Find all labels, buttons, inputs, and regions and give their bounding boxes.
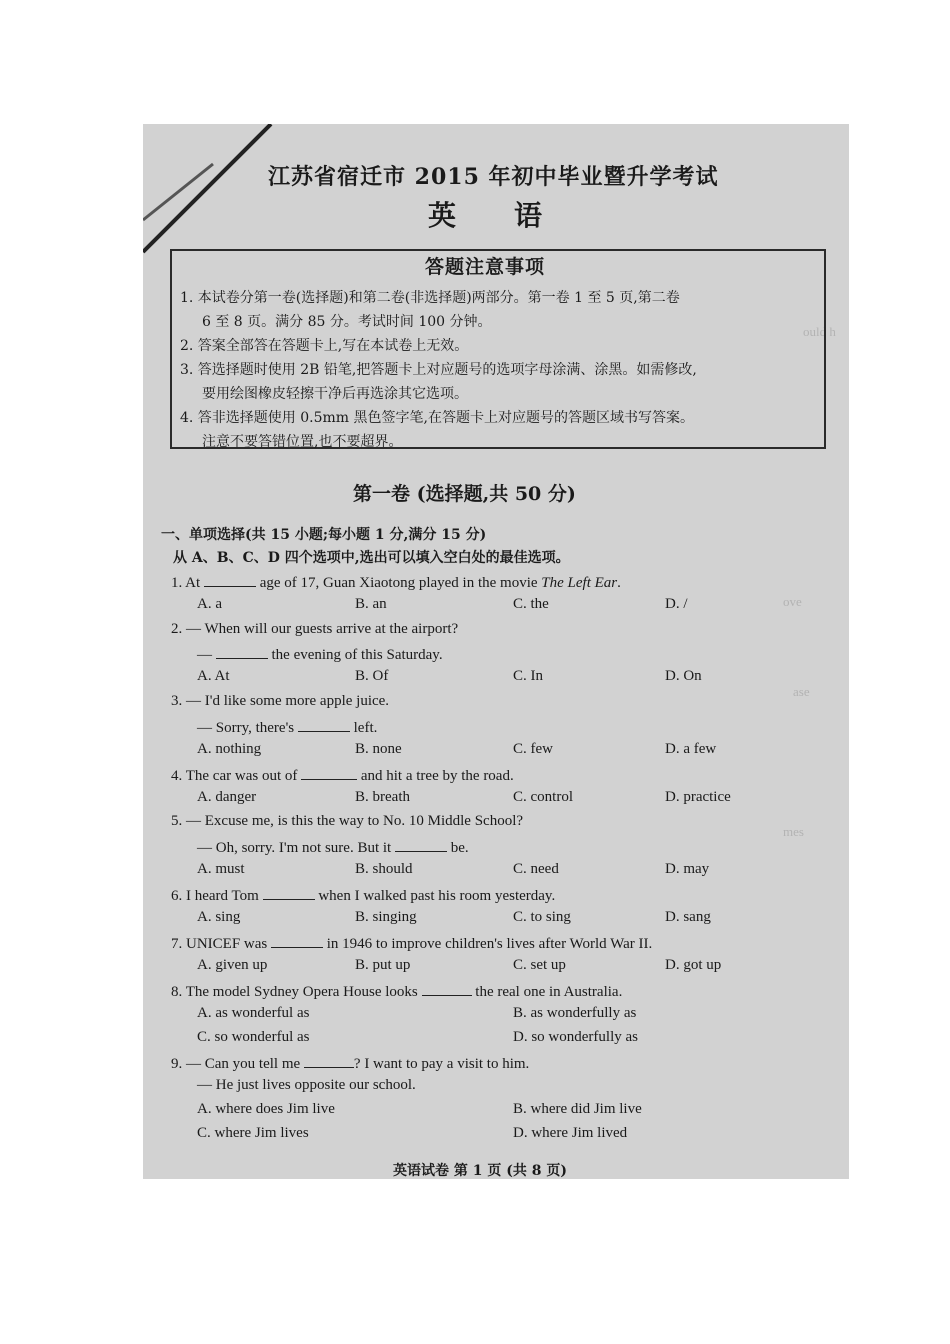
answer-blank	[271, 933, 323, 948]
part-title: 第一卷 (选择题,共 50 分)	[353, 483, 576, 505]
question-text: the evening of this Saturday.	[271, 647, 443, 663]
notice-line: 1. 本试卷分第一卷(选择题)和第二卷(非选择题)两部分。第一卷 1 至 5 页,第二卷	[180, 290, 680, 306]
option-b: B. none	[355, 741, 402, 757]
answer-blank	[216, 644, 268, 659]
bleed-through-text: ove	[783, 594, 802, 609]
section-heading: 一、单项选择(共 15 小题;每小题 1 分,满分 15 分)	[161, 527, 487, 543]
option-d: D. may	[665, 861, 710, 877]
exam-title: 江苏省宿迁市 2015 年初中毕业暨升学考试	[268, 164, 719, 190]
exam-page	[143, 124, 849, 1179]
answer-blank	[395, 837, 447, 852]
option-b: B. where did Jim live	[513, 1101, 642, 1117]
option-b: B. Of	[355, 668, 389, 684]
question-6	[171, 885, 555, 905]
question-9-reply: — He just lives opposite our school.	[197, 1077, 416, 1093]
option-b: B. breath	[355, 789, 410, 805]
question-2-reply	[197, 644, 443, 664]
answer-blank	[263, 885, 315, 900]
corner-fold-mark	[143, 124, 283, 254]
option-d: D. practice	[665, 789, 731, 805]
option-c: C. control	[513, 789, 573, 805]
question-text: 1. At	[171, 575, 201, 591]
option-b: B. an	[355, 596, 387, 612]
question-2: 2. — When will our guests arrive at the airport?	[171, 621, 459, 637]
option-c: C. few	[513, 741, 553, 757]
notice-line: 2. 答案全部答在答题卡上,写在本试卷上无效。	[180, 338, 469, 354]
option-c: C. the	[513, 596, 549, 612]
question-text: be.	[450, 840, 469, 856]
option-d: D. sang	[665, 909, 711, 925]
subject-title: 英语	[428, 199, 601, 232]
question-text: in 1946 to improve children's lives after World War II.	[326, 936, 653, 952]
question-9	[171, 1053, 529, 1073]
option-c: C. to sing	[513, 909, 571, 925]
option-a: A. nothing	[197, 741, 262, 757]
option-b: B. as wonderfully as	[513, 1005, 637, 1021]
section-instruction: 从 A、B、C、D 四个选项中,选出可以填入空白处的最佳选项。	[173, 550, 570, 566]
question-text: and hit a tree by the road.	[360, 768, 514, 784]
bleed-through-text: mes	[783, 824, 804, 839]
notice-line: 3. 答选择题时使用 2B 铅笔,把答题卡上对应题号的选项字母涂满、涂黑。如需修改,	[180, 362, 697, 378]
option-a: A. must	[197, 861, 245, 877]
question-text: 8. The model Sydney Opera House looks	[171, 984, 418, 1000]
option-d: D. On	[665, 668, 702, 684]
option-a: A. At	[197, 668, 230, 684]
question-3-reply	[197, 717, 377, 737]
option-a: A. given up	[197, 957, 268, 973]
bleed-through-text: ase	[793, 684, 810, 699]
option-a: A. where does Jim live	[197, 1101, 335, 1117]
question-1	[171, 572, 621, 592]
notice-line: 注意不要答错位置,也不要超界。	[202, 434, 403, 450]
option-a: A. sing	[197, 909, 241, 925]
option-d: D. where Jim lived	[513, 1125, 628, 1141]
question-text: — Oh, sorry. I'm not sure. But it	[197, 840, 392, 856]
question-3: 3. — I'd like some more apple juice.	[171, 693, 390, 709]
option-a: A. a	[197, 596, 222, 612]
option-b: B. should	[355, 861, 413, 877]
answer-blank	[301, 765, 357, 780]
question-text: 6. I heard Tom	[171, 888, 259, 904]
question-5: 5. — Excuse me, is this the way to No. 10 Middle School?	[171, 813, 524, 829]
question-text: age of 17, Guan Xiaotong played in the movie	[259, 575, 538, 591]
option-c: C. set up	[513, 957, 566, 973]
option-c: C. where Jim lives	[197, 1125, 309, 1141]
bleed-through-text: ould h	[803, 324, 836, 339]
notice-heading: 答题注意事项	[425, 256, 546, 278]
answer-blank	[298, 717, 350, 732]
question-text: the real one in Australia.	[475, 984, 623, 1000]
question-text: 7. UNICEF was	[171, 936, 268, 952]
answer-blank	[304, 1053, 354, 1068]
question-text: left.	[353, 720, 378, 736]
option-c: C. so wonderful as	[197, 1029, 310, 1045]
question-text: .	[617, 575, 621, 591]
answer-blank	[422, 981, 472, 996]
option-c: C. need	[513, 861, 559, 877]
option-d: D. a few	[665, 741, 717, 757]
notice-line: 4. 答非选择题使用 0.5mm 黑色签字笔,在答题卡上对应题号的答题区域书写答案。	[180, 410, 694, 426]
option-d: D. /	[665, 596, 688, 612]
notice-line: 6 至 8 页。满分 85 分。考试时间 100 分钟。	[202, 314, 492, 330]
question-7	[171, 933, 652, 953]
question-text: ? I want to pay a visit to him.	[353, 1056, 530, 1072]
question-text: when I walked past his room yesterday.	[318, 888, 556, 904]
answer-blank	[204, 572, 256, 587]
question-text: 9. — Can you tell me	[171, 1056, 301, 1072]
option-d: D. got up	[665, 957, 722, 973]
question-4	[171, 765, 514, 785]
question-5-reply	[197, 837, 469, 857]
option-a: A. danger	[197, 789, 257, 805]
notice-box	[170, 249, 826, 449]
option-c: C. In	[513, 668, 543, 684]
option-a: A. as wonderful as	[197, 1005, 310, 1021]
question-text: 4. The car was out of	[171, 768, 298, 784]
option-b: B. put up	[355, 957, 411, 973]
question-text: — Sorry, there's	[197, 720, 295, 736]
question-text: —	[197, 647, 212, 663]
movie-title: The Left Ear	[541, 575, 618, 591]
question-8	[171, 981, 622, 1001]
option-d: D. so wonderfully as	[513, 1029, 638, 1045]
page-footer: 英语试卷 第 1 页 (共 8 页)	[393, 1163, 567, 1179]
notice-line: 要用绘图橡皮轻擦干净后再选涂其它选项。	[202, 386, 468, 402]
option-b: B. singing	[355, 909, 417, 925]
